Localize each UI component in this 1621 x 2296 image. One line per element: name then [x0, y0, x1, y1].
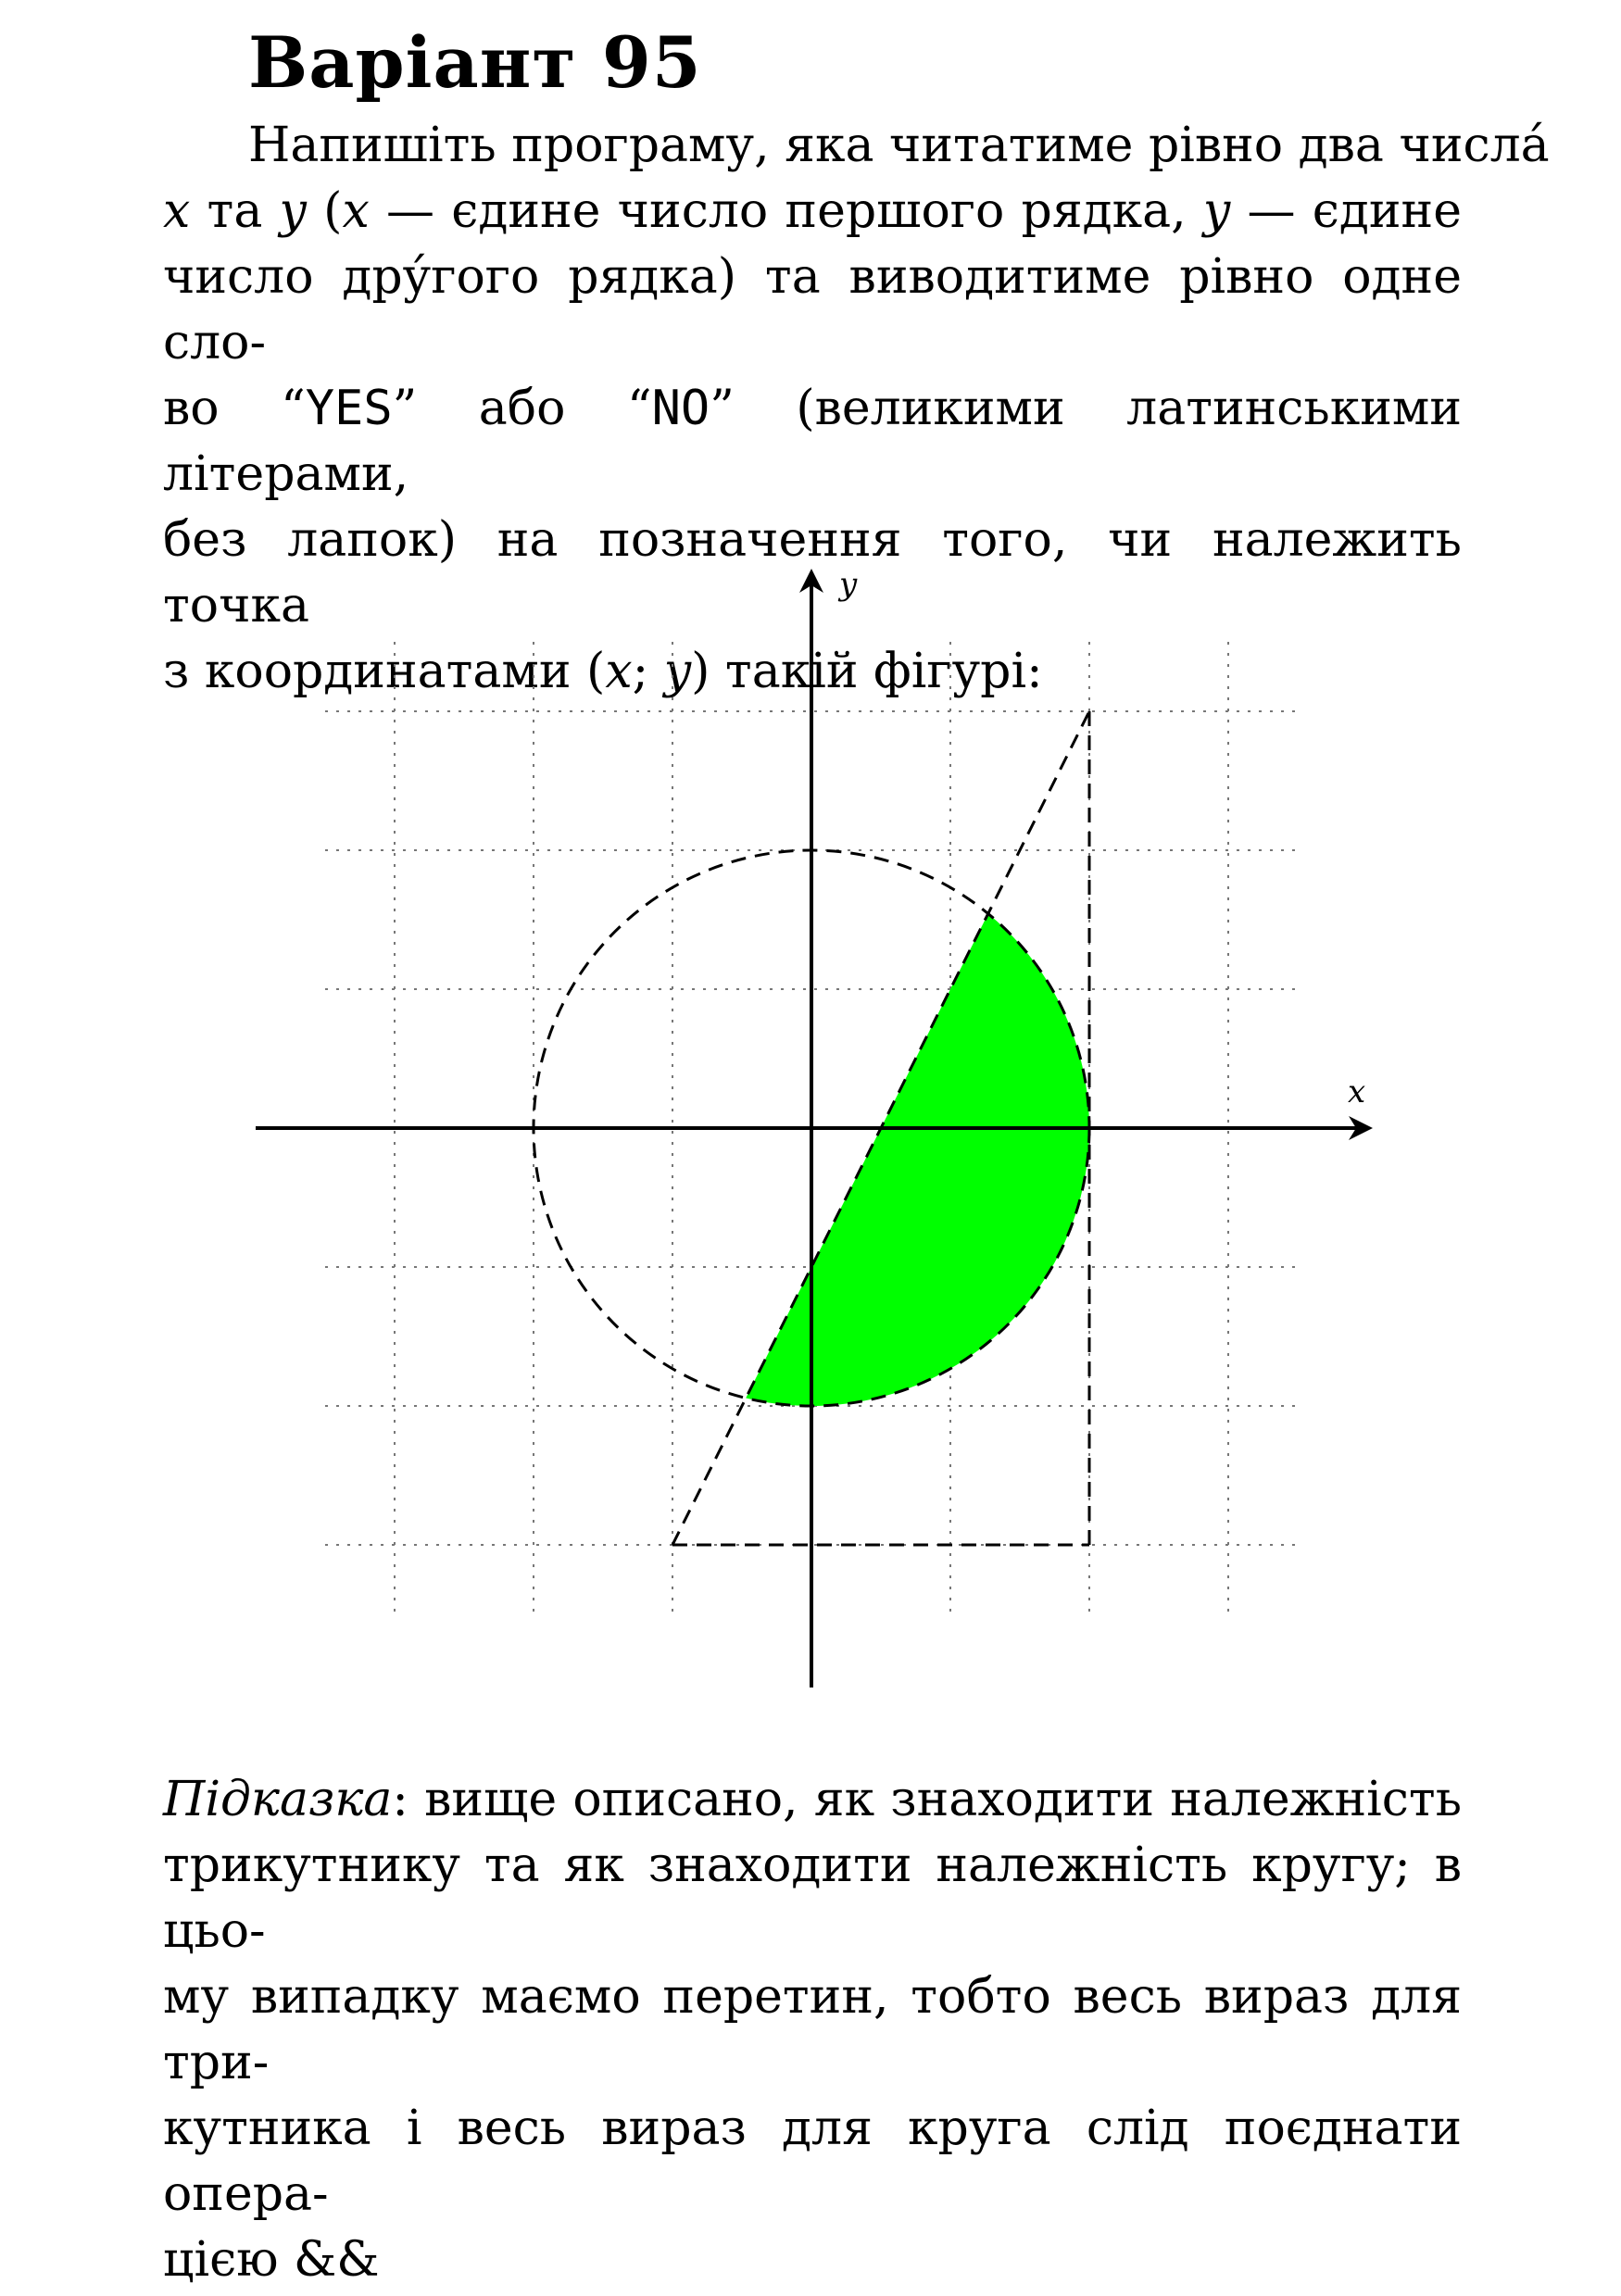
statement-line-1: Напишіть програму, яка читатиме рівно два числа́	[248, 118, 1550, 173]
var-y: y	[663, 644, 692, 699]
text: — єдине число першого рядка,	[369, 183, 1203, 239]
text: — єдине	[1230, 183, 1462, 239]
hint-line-5: цією &&	[163, 2232, 380, 2288]
x-axis-label: x	[1348, 1073, 1366, 1110]
text: : вище описано, як знаходити належність	[392, 1772, 1462, 1827]
shaded-region	[746, 913, 1089, 1406]
no-literal: NO	[651, 381, 710, 436]
statement-line-3: число дру́гого рядка) та виводитиме рівно одне сло-	[163, 249, 1462, 370]
text: ) такій фігурі:	[691, 644, 1043, 699]
statement-line-5: без лапок) на позначення того, чи належить точка	[163, 512, 1462, 634]
hint-line-1	[163, 1767, 1462, 1833]
text: та	[190, 183, 280, 239]
var-x: x	[342, 183, 370, 239]
hint-line-3: му випадку маємо перетин, тобто весь вираз для три-	[163, 1969, 1462, 2090]
text: ” (великими латинськими літерами,	[163, 381, 1462, 502]
var-x: x	[163, 183, 191, 239]
var-y: y	[1202, 183, 1231, 239]
text: ” або “	[392, 381, 652, 436]
hint-label: Підказка	[163, 1772, 393, 1827]
hint-line-4: кутника і весь вираз для круга слід поєднати опера-	[163, 2101, 1462, 2222]
text: во “	[163, 381, 306, 436]
y-axis-label: y	[839, 566, 858, 603]
hint-line-2: трикутнику та як знаходити належність кругу; в цьо-	[163, 1838, 1462, 1959]
text: ;	[632, 644, 664, 699]
hint-paragraph	[163, 1767, 1462, 2293]
var-x: x	[605, 644, 633, 699]
text: (	[306, 183, 343, 239]
page-title: Варіант 95	[248, 21, 702, 104]
yes-literal: YES	[305, 381, 393, 436]
var-y: y	[279, 183, 307, 239]
text: з координатами (	[163, 644, 606, 699]
